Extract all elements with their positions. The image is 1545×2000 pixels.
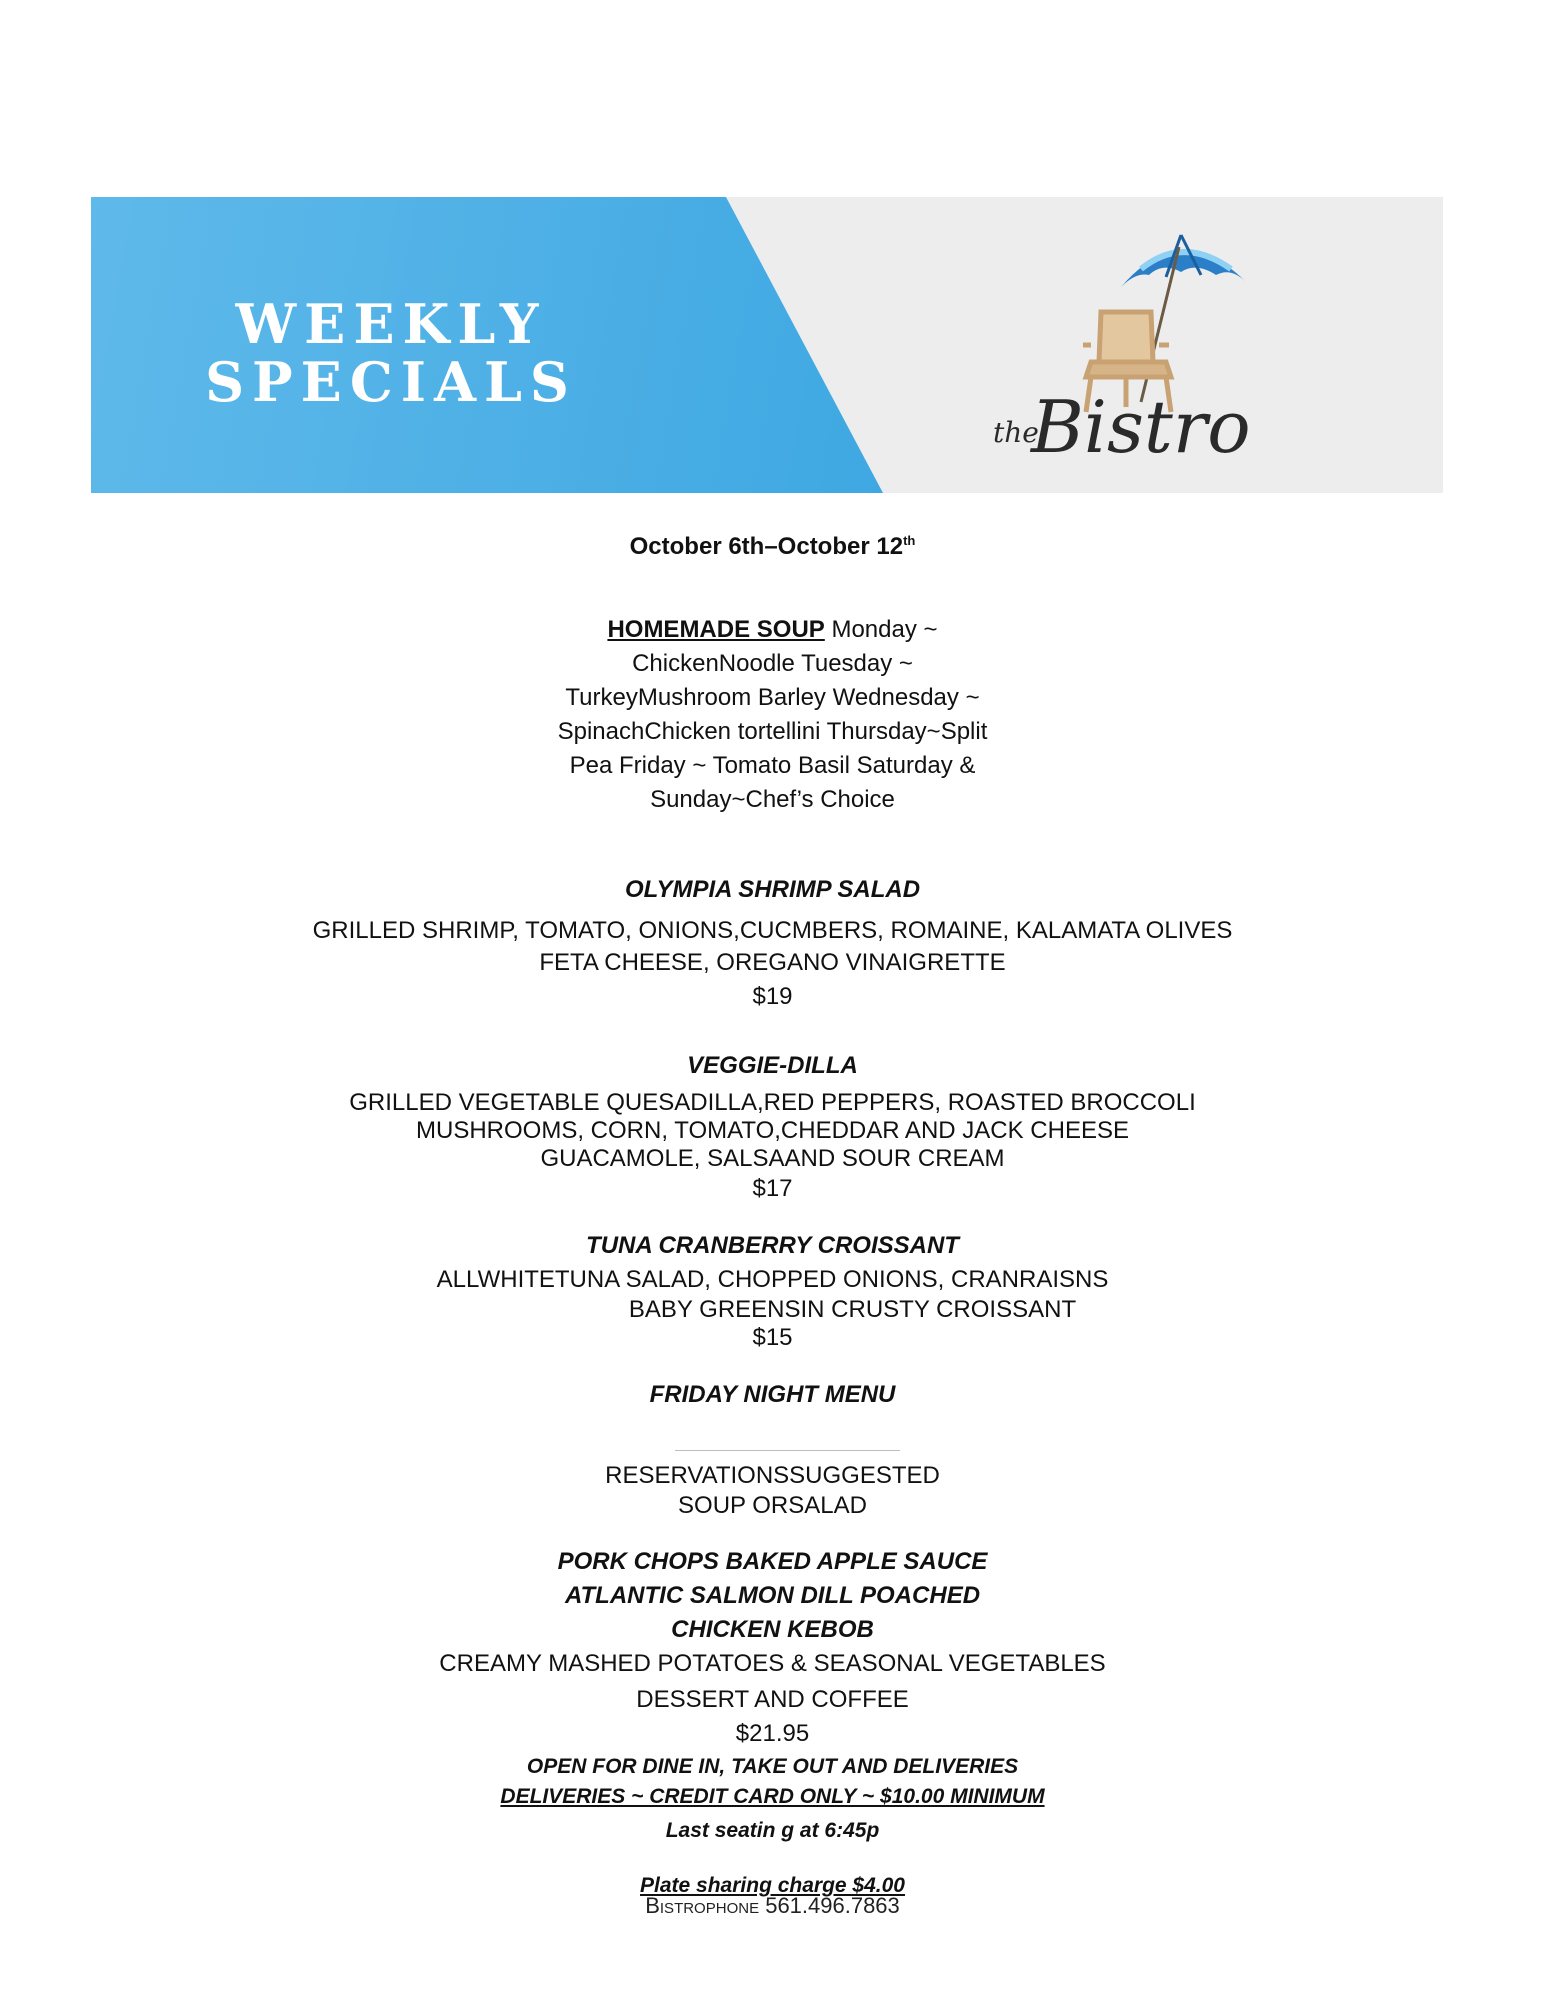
special-price: $15: [752, 1324, 793, 1351]
friday-reservations: RESERVATIONSSUGGESTED: [605, 1462, 940, 1489]
logo-bistro: Bistro: [1031, 385, 1251, 469]
special-desc: BABY GREENSIN CRUSTY CROISSANT: [628, 1296, 1077, 1323]
friday-dessert: DESSERT AND COFFEE: [636, 1686, 909, 1713]
friday-entree: ATLANTIC SALMON DILL POACHED: [564, 1582, 981, 1609]
special-name: VEGGIE-DILLA: [687, 1052, 858, 1079]
note-deliveries: DELIVERIES ~ CREDIT CARD ONLY ~ $10.00 MINIMUM: [500, 1785, 1045, 1808]
date-range: October 6th–October 12th: [629, 533, 916, 560]
soup-line-1: HOMEMADE SOUP Monday ~: [607, 616, 938, 643]
header-banner: [91, 197, 1443, 493]
soup-line-6: Sunday~Chef’s Choice: [650, 786, 895, 813]
special-desc: GRILLED SHRIMP, TOMATO, ONIONS,CUCMBERS, ROMAINE, KALAMATA OLIVES: [312, 917, 1233, 944]
friday-sides: CREAMY MASHED POTATOES & SEASONAL VEGETABLES: [439, 1650, 1106, 1677]
phone-number: 561.496.7863: [765, 1893, 900, 1918]
divider: [675, 1450, 900, 1451]
special-desc: GUACAMOLE, SALSAAND SOUR CREAM: [540, 1145, 1005, 1172]
special-price: $17: [752, 1175, 793, 1202]
soup-line-2: ChickenNoodle Tuesday ~: [632, 650, 913, 677]
banner-title: [201, 292, 581, 414]
friday-soup-salad: SOUP ORSALAD: [678, 1492, 867, 1519]
special-desc: GRILLED VEGETABLE QUESADILLA,RED PEPPERS, ROASTED BROCCOLI: [349, 1089, 1196, 1116]
bistro-logo: [991, 227, 1391, 477]
special-desc: FETA CHEESE, OREGANO VINAIGRETTE: [539, 949, 1006, 976]
friday-price: $21.95: [735, 1720, 810, 1747]
special-name: TUNA CRANBERRY CROISSANT: [586, 1232, 959, 1259]
friday-heading: FRIDAY NIGHT MENU: [649, 1381, 896, 1408]
banner-title-line2: SPECIALS: [205, 350, 577, 414]
logo-the: the: [993, 416, 1039, 449]
soup-line-5: Pea Friday ~ Tomato Basil Saturday &: [569, 752, 976, 779]
phone-line: [0, 1893, 1545, 1919]
special-name: OLYMPIA SHRIMP SALAD: [624, 876, 921, 903]
phone-label: Bistrophone: [645, 1893, 760, 1918]
note-plate-sharing: Plate sharing charge $4.00: [640, 1874, 905, 1897]
friday-entree: CHICKEN KEBOB: [671, 1616, 874, 1643]
soup-heading: HOMEMADE SOUP: [607, 616, 825, 643]
special-price: $19: [752, 983, 793, 1010]
special-desc: ALLWHITETUNA SALAD, CHOPPED ONIONS, CRANRAISNS: [436, 1266, 1109, 1293]
banner-title-line1: WEEKLY: [235, 292, 547, 356]
note-open: OPEN FOR DINE IN, TAKE OUT AND DELIVERIES: [526, 1755, 1019, 1778]
soup-line-3: TurkeyMushroom Barley Wednesday ~: [565, 684, 980, 711]
special-desc: MUSHROOMS, CORN, TOMATO,CHEDDAR AND JACK CHEESE: [416, 1117, 1129, 1144]
friday-entree: PORK CHOPS BAKED APPLE SAUCE: [557, 1548, 988, 1575]
note-last-seating: Last seatin g at 6:45p: [665, 1819, 880, 1842]
soup-line-4: SpinachChicken tortellini Thursday~Split: [557, 718, 988, 745]
